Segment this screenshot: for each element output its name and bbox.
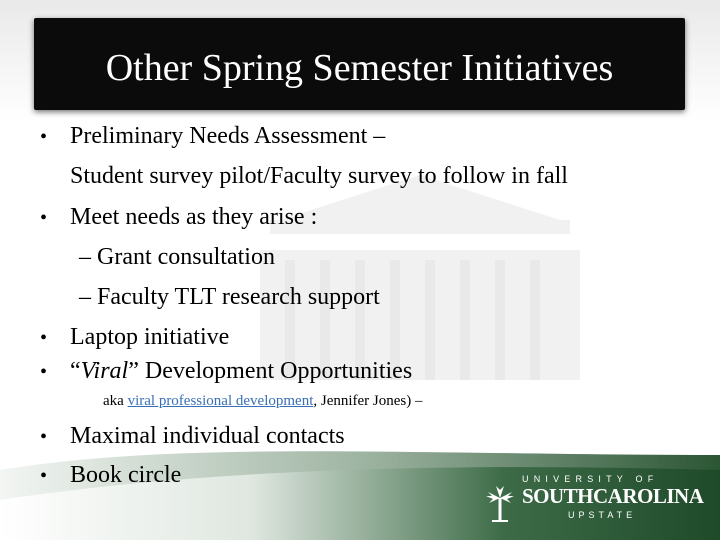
subbullet-faculty-research: – Faculty TLT research support [79,284,380,310]
viral-italic: Viral [80,358,129,384]
bullet-dot: • [40,426,48,448]
logo-south-carolina: SOUTHCAROLINA [522,484,704,508]
slide-title: Other Spring Semester Initiatives [105,47,614,89]
bullet-dot: • [40,465,48,487]
bullet-preliminary-needs-continued: Student survey pilot/Faculty survey to follow in fall [70,163,568,189]
aka-suffix: , Jennifer Jones) – [313,393,423,409]
bullet-preliminary-needs: Preliminary Needs Assessment – [70,123,386,149]
viral-pd-link[interactable]: viral professional development [127,393,314,409]
bullet-meet-needs: Meet needs as they arise : [70,204,318,230]
quote-open: “ [70,358,81,384]
bullet-dot: • [40,361,48,383]
bullet-dot: • [40,207,48,229]
bullet-viral-development [70,356,412,386]
viral-rest: ” Development Opportunities [128,358,413,384]
bullet-dot: • [40,327,48,349]
university-logo [482,470,704,530]
bullet-dot: • [40,126,48,148]
aka-prefix: aka [103,393,128,409]
logo-upstate: UPSTATE [568,510,637,520]
subbullet-grant-consultation: – Grant consultation [79,244,275,270]
bullet-book-circle: Book circle [70,462,182,488]
aka-note [103,391,423,411]
palmetto-tree-icon [486,484,514,524]
bullet-maximal-contacts: Maximal individual contacts [70,423,345,449]
bullet-laptop-initiative: Laptop initiative [70,324,230,350]
logo-university-of: UNIVERSITY OF [522,474,659,484]
